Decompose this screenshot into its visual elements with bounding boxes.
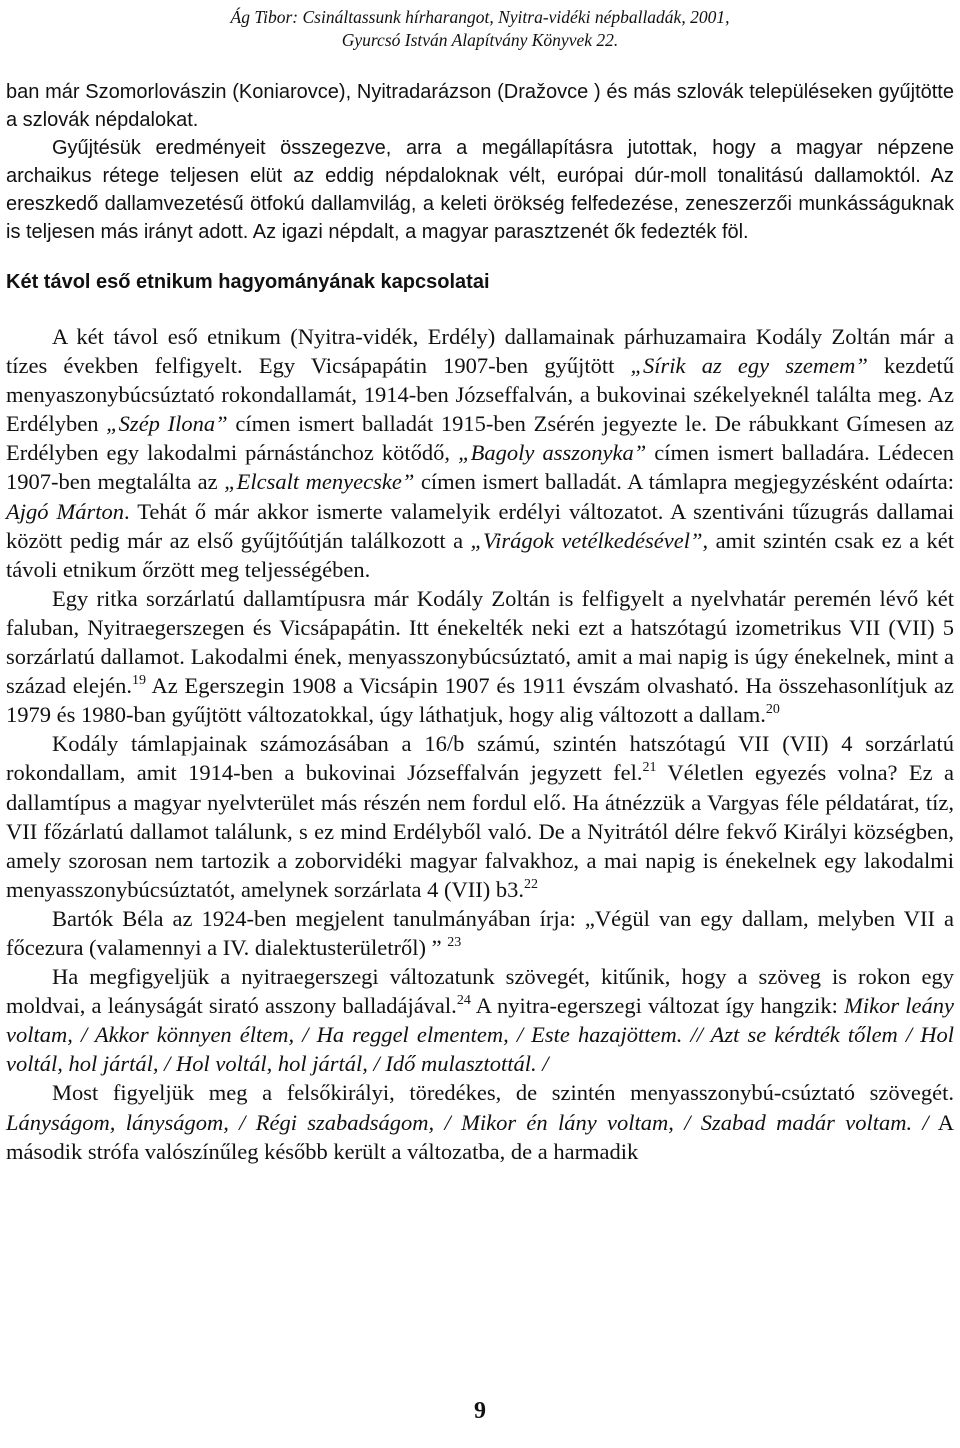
main-section: [6, 322, 954, 1166]
paragraph-3: Kodály támlapjainak számozásában a 16/b számú, szintén hatszótagú VII (VII) 4 sorzárlatú rokondallam, amit 1914-ben a bukovinai Józseffalván jegyzett fel.$^{21}$ Véletlen egyezés volna? Ez a dallamtípus a magyar nyelvterület más részén nem fordul elő. Ha átnézzük a Vargyas féle példatárat, tíz, VII főzárlatú dallamot találunk, s ez mind Erdélyből való. De a Nyitrától délre fekvő Királyi községben, amely szorosan nem tartozik a zoborvidéki magyar falvakhoz, a mai napig is énekelnek egy lakodalmi menyasszonybúcsúztatót, amelynek sorzárlata 4 (VII) b3.22: [6, 731, 954, 902]
intro-paragraph-1: ban már Szomorlovászin (Koniarovce), Nyitradarázson (Dražovce ) és más szlovák településeken gyűjtötte a szlovák népdalokat.: [6, 81, 954, 131]
verse-quote: Mikor leány voltam, / Akkor könnyen éltem, / Ha reggel elmentem, / Este hazajöttem. // Azt se kérdték tőlem / Hol voltál, hol jártál, / Hol voltál, hol jártál, / Idő mulasztottál. /: [6, 993, 954, 1077]
running-header: [0, 6, 960, 52]
paragraph-2: Egy ritka sorzárlatú dallamtípusra már Kodály Zoltán is felfigyelt a nyelvhatár peremén lévő két faluban, Nyitraegerszegen és Vicsápapátin. Itt énekelték neki ezt a hatszótagú izometrikus VII (VII) 5 sorzárlatú dallamot. Lakodalmi ének, menyasszonybúcsúztató, amit a mai napig is úgy énekelnek, mint a század elején.$^{19}$ Az Egerszegin 1908 a Vicsápin 1907 és 1911 évszám olvasható. Ha összehasonlítjuk az 1979 és 1980-ban gyűjtött változatokkal, úgy láthatjuk, hogy alig változott a dallam.$^{20}$: [6, 585, 954, 728]
intro-paragraph-2: Gyűjtésük eredményeit összegezve, arra a megállapításra jutottak, hogy a magyar népzene archaikus rétege teljesen elüt az eddig népdaloknak vélt, európai dúr-moll tonalitású dallamoktól. Az ereszkedő dallamvezetésű ötfokú dallamvilág, a keleti örökség felfedezése, zeneszerzői munkásságuknak is teljesen más irányt adott. Az igazi népdalt, a magyar parasztzenét ők fedezték föl.: [6, 137, 954, 243]
footnote-ref: 20: [765, 702, 780, 718]
page-number: 9: [474, 1398, 486, 1424]
paragraph-6: Most figyeljük meg a felsőkirályi, töredékes, de szintén menyasszonybú-csúztató szövegét. Lányságom, lányságom, / Régi szabadságom, / Mikor én lány voltam, / Szabad madár voltam. / A második strófa valószínűleg később került a változatba, de a harmadik: [6, 1080, 954, 1164]
intro-section: [6, 78, 954, 296]
song-title: „Virágok vetélkedésével”: [470, 527, 703, 553]
header-line-2: Gyurcsó István Alapítvány Könyvek 22.: [341, 30, 619, 50]
footnote-ref: 24: [456, 993, 471, 1009]
footnote-ref: 21: [642, 760, 657, 776]
person-name: Ajgó Márton: [6, 498, 124, 524]
section-heading: Két távol eső etnikum hagyományának kapcsolatai: [6, 271, 490, 293]
song-title: „Bagoly asszonyka”: [458, 440, 647, 466]
song-title: „Sírik az egy szemem”: [630, 353, 868, 379]
paragraph-1: A két távol eső etnikum (Nyitra-vidék, Erdély) dallamainak párhuzamaira Kodály Zoltán már a tízes években felfigyelt. Egy Vicsápapátin 1907-ben gyűjtött „Sírik az egy szemem” kezdetű menyaszonybúcsúztató rokondallamát, 1914-ben Józseffalván, a bukovinai székelyeknél találta meg. Az Erdélyben „Szép Ilona” címen ismert balladát 1915-ben Zsérén jegyezte le. De rábukkant Gímesen az Erdélyben egy lakodalmi párnástánchoz kötődő, „Bagoly asszonyka” címen ismert balladára. Lédecen 1907-ben megtalálta az „Elcsalt menyecske” címen ismert balladát. A támlapra megjegyzésként odaírta: Ajgó Márton. Tehát ő már akkor ismerte valamelyik erdélyi változatot. A szentiváni tűzugrás dallamai között pedig már az első gyűjtőútján találkozott a „Virágok vetélkedésével”, amit szintén csak ez a két távoli etnikum őrzött meg teljességében.: [6, 324, 955, 582]
body-text: [6, 78, 954, 1166]
footnote-ref: 22: [523, 876, 538, 892]
verse-quote: Lányságom, lányságom, / Régi szabadságom, / Mikor én lány voltam, / Szabad madár voltam. /: [6, 1109, 929, 1135]
paragraph-4: Bartók Béla az 1924-ben megjelent tanulmányában írja: „Végül van egy dallam, melyben VII a főcezura (valamennyi a IV. dialektusterületről) ” $^{23}$: [6, 905, 954, 960]
song-title: „Szép Ilona”: [106, 411, 228, 437]
footnote-ref: 19: [132, 673, 147, 689]
footnote-ref: 23: [447, 934, 462, 950]
song-title: „Elcsalt menyecske”: [224, 469, 415, 495]
paragraph-5: Ha megfigyeljük a nyitraegerszegi változatunk szövegét, kitűnik, hogy a szöveg is rokon egy moldvai, a leányságát sirató asszony balladájával.$^{24}$ A nyitra-egerszegi változat így hangzik: Mikor leány voltam, / Akkor könnyen éltem, / Ha reggel elmentem, / Este hazajöttem. // Azt se kérdték tőlem / Hol voltál, hol jártál, / Hol voltál, hol jártál, / Idő mulasztottál. /: [6, 964, 954, 1077]
header-line-1: Ág Tibor: Csináltassunk hírharangot, Nyitra-vidéki népballadák, 2001,: [230, 7, 730, 27]
